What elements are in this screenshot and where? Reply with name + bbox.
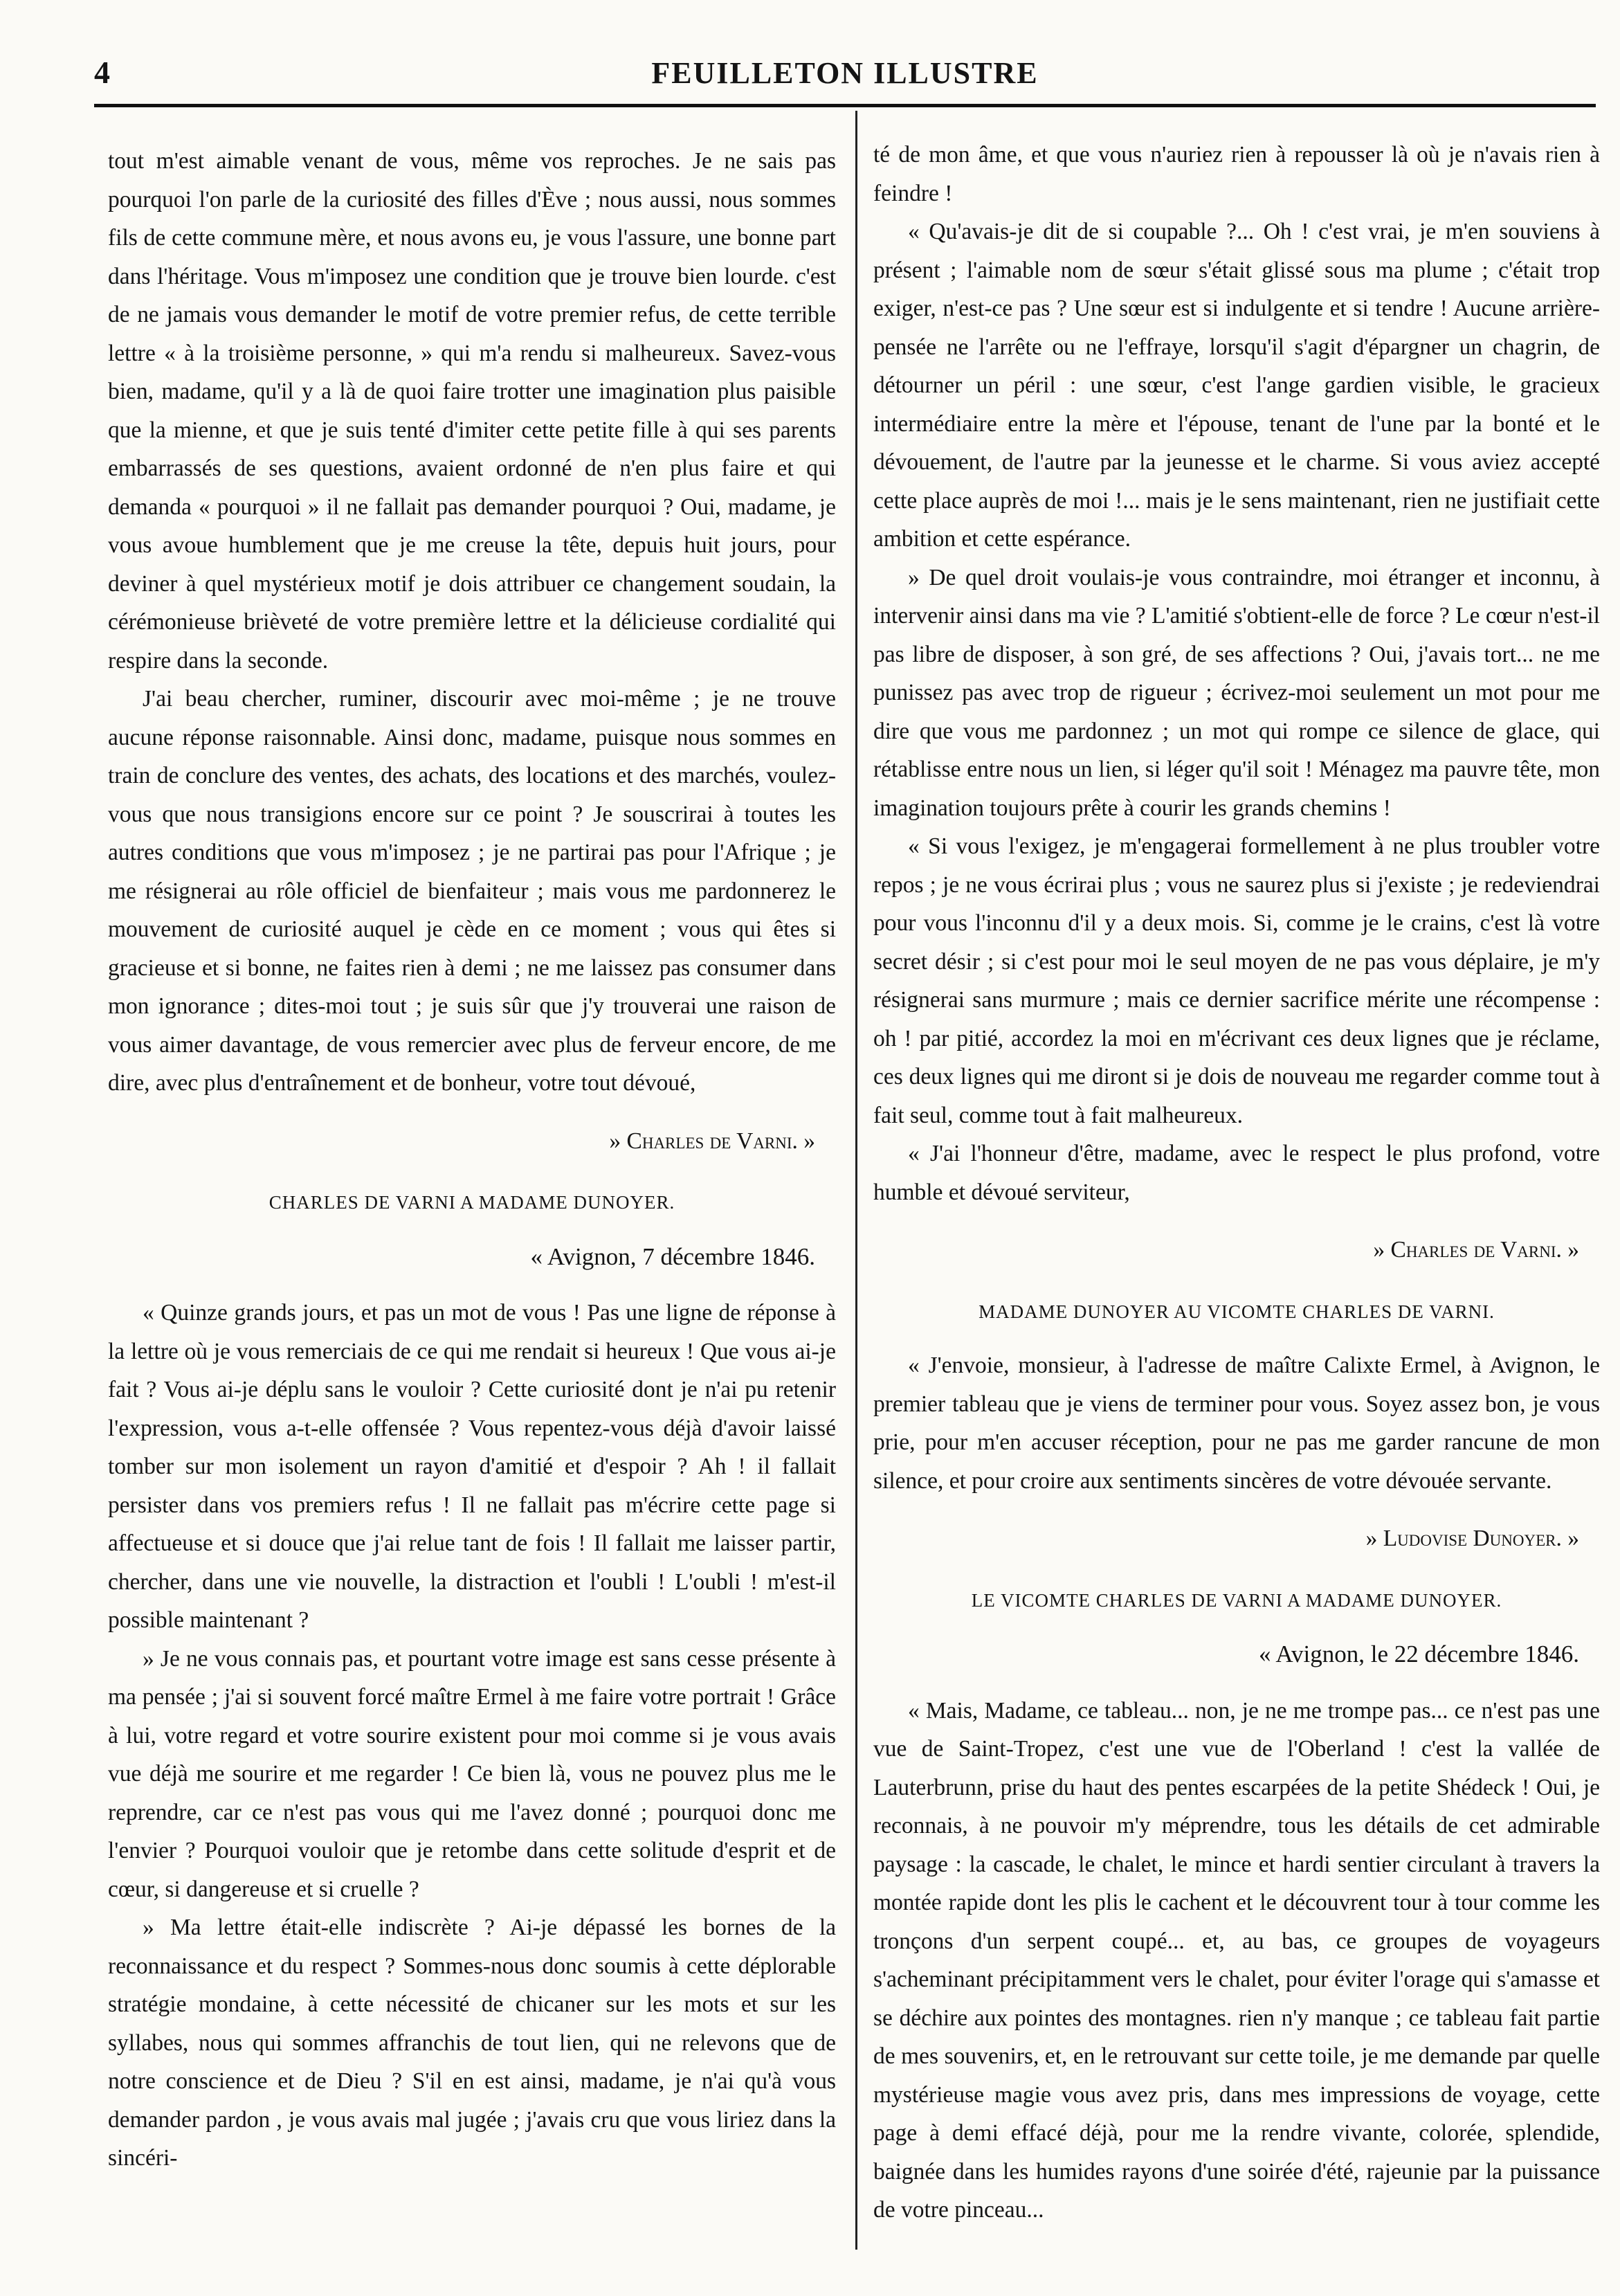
page-number: 4 (94, 55, 110, 90)
right-column (873, 136, 1600, 2230)
left-column (108, 142, 836, 2178)
paragraph: « J'ai l'honneur d'être, madame, avec le respect le plus profond, votre humble et dévoué serviteur, (873, 1141, 1600, 1205)
paragraph: « Qu'avais-je dit de si coupable ?... Oh ! c'est vrai, je m'en souviens à présent ; l'aimable nom de sœur s'était glissé sous ma plume ; c'était trop exiger, n'est-ce pas ? Une sœur est si indulgente et si tendre ! Aucune arrière-pensée ne l'arrête ou ne l'effraye, lorsqu'il s'agit d'épargner un chagrin, de détourner un péril : une sœur, c'est l'ange gardien visible, le gracieux intermédiaire entre la mère et l'épouse, tenant de l'une par la bonté et le dévouement, de l'autre par la jeunesse et le charme. Si vous aviez accepté cette place auprès de moi !... mais je le sens maintenant, rien ne justifiait cette ambition et cette espérance. (873, 219, 1600, 552)
signature: » Charles de Varni. » (1373, 1237, 1579, 1263)
header-rule (94, 104, 1596, 107)
paragraph: » Je ne vous connais pas, et pourtant votre image est sans cesse présente à ma pensée ; j'ai si souvent forcé maître Ermel à me faire votre portrait ! Grâce à lui, votre regard et votre sourire existent pour moi comme si je vous avais vue déjà me sourire et me regarder ! Ce bien là, vous ne pouvez plus me le reprendre, car ce n'est pas vous qui me l'avez donné ; pourquoi donc me l'envier ? Pourquoi vouloir que je retombe dans cette solitude d'esprit et de cœur, si dangereuse et si cruelle ? (108, 1645, 836, 1902)
letter-heading: LE VICOMTE CHARLES DE VARNI A MADAME DUNOYER. (971, 1589, 1502, 1611)
paragraph: « Mais, Madame, ce tableau... non, je ne me trompe pas... ce n'est pas une vue de Saint-Tropez, c'est une vue de l'Oberland ! c'est la vallée de Lauterbrunn, prise du haut des pentes escarpées de la petite Shédeck ! Oui, je reconnais, à ne pouvoir m'y méprendre, tous les détails de cet admirable paysage : la cascade, le chalet, le mince et hardi sentier circulant à travers la montée rapide dont les plis le cachent et le découvrent tour à tour comme les tronçons d'un serpent coupé... et, au bas, ce groupes de voyageurs s'acheminant précipitamment vers le chalet, pour éviter l'orage qui s'amasse et se déchire aux pointes des montagnes. rien n'y manque ; ce tableau fait partie de mes souvenirs, et, en le retrouvant sur cette toile, je me demande par quelle mystérieuse magie vous avez pris, dans mes impressions de voyage, cette page à demi effacé déjà, pour me la rendre vivante, colorée, splendide, baignée dans les humides rayons d'une soirée d'été, rajeunie par la puissance de votre pinceau... (873, 1697, 1600, 2223)
signature: » Ludovise Dunoyer. » (1365, 1526, 1579, 1551)
dateline: « Avignon, 7 décembre 1846. (530, 1242, 815, 1270)
column-divider (855, 111, 857, 2250)
dateline: « Avignon, le 22 décembre 1846. (1259, 1640, 1579, 1667)
running-title: FEUILLETON ILLUSTRE (651, 56, 1039, 90)
paragraph: « Quinze grands jours, et pas un mot de vous ! Pas une ligne de réponse à la lettre où je vous remerciais de ce qui me rendait si heureux ! Que vous ai-je fait ? Vous ai-je déplu sans le vouloir ? Cette curiosité dont je n'ai pu retenir l'expression, vous a-t-elle offensée ? Vous repentez-vous déjà d'avoir laissé tomber sur mon isolement un rayon d'amitié et d'espoir ? Ah ! il fallait persister dans vos premiers refus ! Il ne fallait pas m'écrire cette page si affectueuse et si douce que j'ai relue tant de fois ! Il fallait me laisser partir, chercher, dans une vie nouvelle, la distraction et l'oubli ! L'oubli ! m'est-il possible maintenant ? (108, 1300, 836, 1633)
paragraph: J'ai beau chercher, ruminer, discourir avec moi-même ; je ne trouve aucune réponse raisonnable. Ainsi donc, madame, puisque nous sommes en train de conclure des ventes, des achats, des locations et des marchés, voulez-vous que nous transigions encore sur ce point ? Je souscrirai à toutes les autres conditions que vous m'imposez ; je ne partirai pas pour l'Afrique ; je me résignerai au rôle officiel de bienfaiteur ; mais vous me pardonnerez le mouvement de curiosité auquel je cède en ce moment ; vous qui êtes si gracieuse et si bonne, ne faites rien à demi ; ne me laissez pas consumer dans mon ignorance ; dites-moi tout ; je suis sûr que j'y trouverai une raison de vous aimer davantage, de vous remercier avec plus de ferveur encore, de me dire, avec plus d'entraînement et de bonheur, votre tout dévoué, (108, 686, 836, 1096)
paragraph: » Ma lettre était-elle indiscrète ? Ai-je dépassé les bornes de la reconnaissance et du respect ? Sommes-nous donc soumis à cette déplorable stratégie mondaine, à cette nécessité de chicaner sur les mots et sur les syllabes, nous qui sommes affranchis de tout lien, qui ne relevons que de notre conscience et de Dieu ? S'il en est ainsi, madame, je n'ai qu'à vous demander pardon , je vous avais mal jugée ; j'avais cru que vous liriez dans la sincéri- (108, 1915, 836, 2171)
letter-heading: MADAME DUNOYER AU VICOMTE CHARLES DE VARNI. (979, 1301, 1495, 1322)
paragraph: té de mon âme, et que vous n'auriez rien à repousser là où je n'avais rien à feindre ! (873, 142, 1600, 206)
paragraph: « Si vous l'exigez, je m'engagerai formellement à ne plus troubler votre repos ; je ne vous écrirai plus ; vous ne saurez plus si j'existe ; je redeviendrai pour vous l'inconnu d'il y a deux mois. Si, comme je le crains, c'est là votre secret désir ; si c'est pour moi le seul moyen de ne pas vous déplaire, je m'y résignerai sans murmure ; mais ce dernier sacrifice mérite une récompense : oh ! par pitié, accordez la moi en m'écrivant ces deux lignes que je réclame, ces deux lignes qui me diront si je dois de nouveau me regarder comme tout à fait seul, comme tout à fait malheureux. (873, 833, 1600, 1128)
paragraph: « J'envoie, monsieur, à l'adresse de maître Calixte Ermel, à Avignon, le premier tableau que je viens de terminer pour vous. Soyez assez bon, je vous prie, pour m'en accuser réception, pour ne pas me garder rancune de mon silence, et pour croire aux sentiments sincères de votre dévouée servante. (873, 1353, 1600, 1494)
signature: » Charles de Varni. » (609, 1128, 815, 1154)
letter-heading: CHARLES DE VARNI A MADAME DUNOYER. (269, 1192, 675, 1213)
paragraph: tout m'est aimable venant de vous, même vos reproches. Je ne sais pas pourquoi l'on parle de la curiosité des filles d'Ève ; nous aussi, nous sommes fils de cette commune mère, et nous avons eu, je vous l'assure, une bonne part dans l'héritage. Vous m'imposez une condition que je trouve bien lourde. c'est de ne jamais vous demander le motif de votre premier refus, de cette terrible lettre « à la troisième personne, » qui m'a rendu si malheureux. Savez-vous bien, madame, qu'il y a là de quoi faire trotter une imagination plus paisible que la mienne, et que je suis tenté d'imiter cette petite fille à qui ses parents embarrassés de ses questions, avaient ordonné de n'en plus faire et qui demanda « pourquoi » il ne fallait pas demander pourquoi ? Oui, madame, je vous avoue humblement que je me creuse la tête, depuis huit jours, pour deviner à quel mystérieux motif je dois attribuer ce changement soudain, la cérémonieuse brièveté de votre première lettre et la délicieuse cordialité qui respire dans la seconde. (108, 148, 836, 674)
page-header (94, 51, 1596, 100)
paragraph: » De quel droit voulais-je vous contraindre, moi étranger et inconnu, à intervenir ainsi dans ma vie ? L'amitié s'obtient-elle de force ? Le cœur n'est-il pas libre de disposer, à son gré, de ses affections ? Oui, j'avais tort... ne me punissez pas avec trop de rigueur ; écrivez-moi seulement un mot pour me dire que vous me pardonnez ; un mot qui rompe ce silence de glace, qui rétablisse entre nous un lien, si léger qu'il soit ! Ménagez ma pauvre tête, mon imagination toujours prête à courir les grands chemins ! (873, 564, 1600, 821)
